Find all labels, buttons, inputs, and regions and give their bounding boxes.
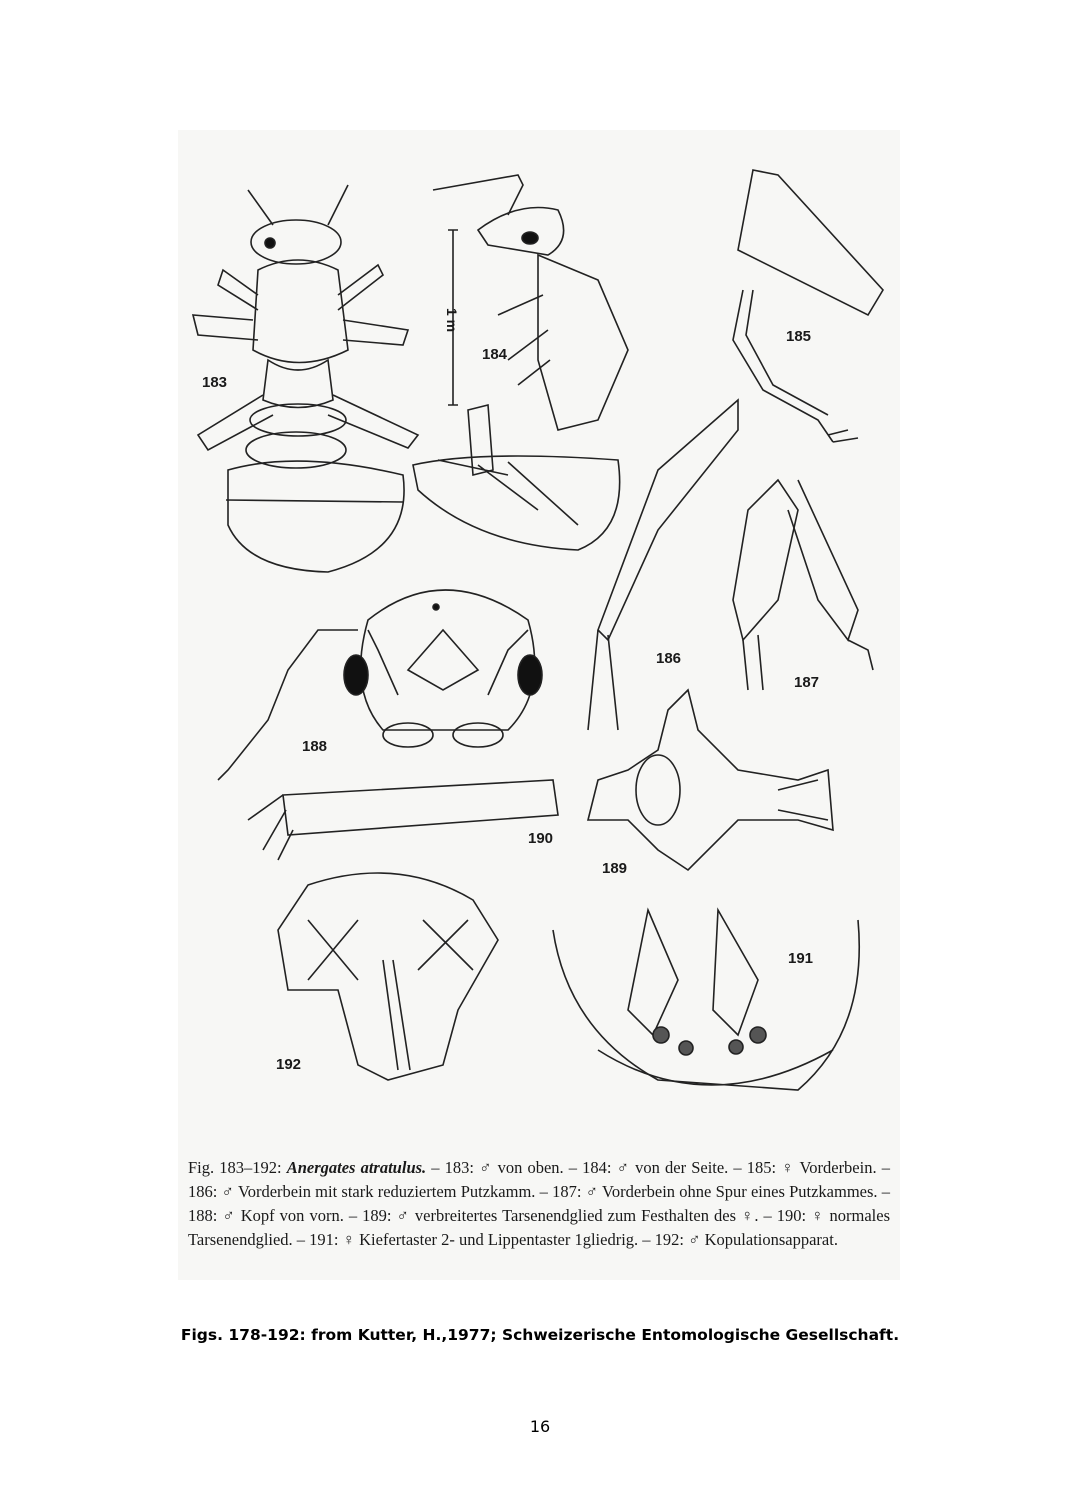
page-number: 16 <box>529 1417 551 1436</box>
figure-plate <box>178 130 900 1280</box>
scale-label: 1 m <box>444 308 460 333</box>
figure-192-label: 192 <box>276 1056 302 1073</box>
figure-189-drawing <box>588 690 833 870</box>
figure-188-drawing <box>218 590 542 780</box>
figure-191-label: 191 <box>788 950 814 967</box>
caption-prefix: Fig. 183–192: <box>188 1158 287 1177</box>
figure-191-drawing <box>553 910 859 1090</box>
figure-caption <box>188 1156 890 1252</box>
figure-189-label: 189 <box>602 860 628 877</box>
caption-text: – 183: ♂ von oben. – 184: ♂ von der Seite. – 185: ♀ Vorderbein. – 186: ♂ Vorderbein mit stark reduziertem Putzkamm. – 187: ♂ Vorderbein ohne Spur eines Putzkammes. – 188: ♂ Kopf von vorn. – 189: ♂ verbreitertes Tarsenendglied zum Festhalten des ♀. – 190: ♀ normales Tarsenendglied. – 191: ♀ Kiefertaster 2- und Lippentaster 1gliedrig. – 192: ♂ Kopulationsapparat. <box>188 1158 890 1249</box>
figure-185-label: 185 <box>786 328 812 345</box>
plate-drawings <box>178 130 900 1150</box>
figure-188-label: 188 <box>302 738 328 755</box>
caption-species: Anergates atratulus. <box>286 1158 427 1177</box>
figure-190-label: 190 <box>528 830 554 847</box>
figure-192-drawing <box>278 873 498 1080</box>
figure-186-label: 186 <box>656 650 682 667</box>
credit-line: Figs. 178-192: from Kutter, H.,1977; Schweizerische Entomologische Gesellschaft. <box>180 1326 900 1344</box>
figure-187-label: 187 <box>794 674 820 691</box>
figure-183-label: 183 <box>202 374 228 391</box>
figure-184-label: 184 <box>482 346 508 363</box>
figure-185-drawing <box>733 170 883 442</box>
figure-190-drawing <box>248 780 558 860</box>
figure-186-187-drawing <box>588 400 873 730</box>
figure-184-drawing <box>413 175 628 550</box>
